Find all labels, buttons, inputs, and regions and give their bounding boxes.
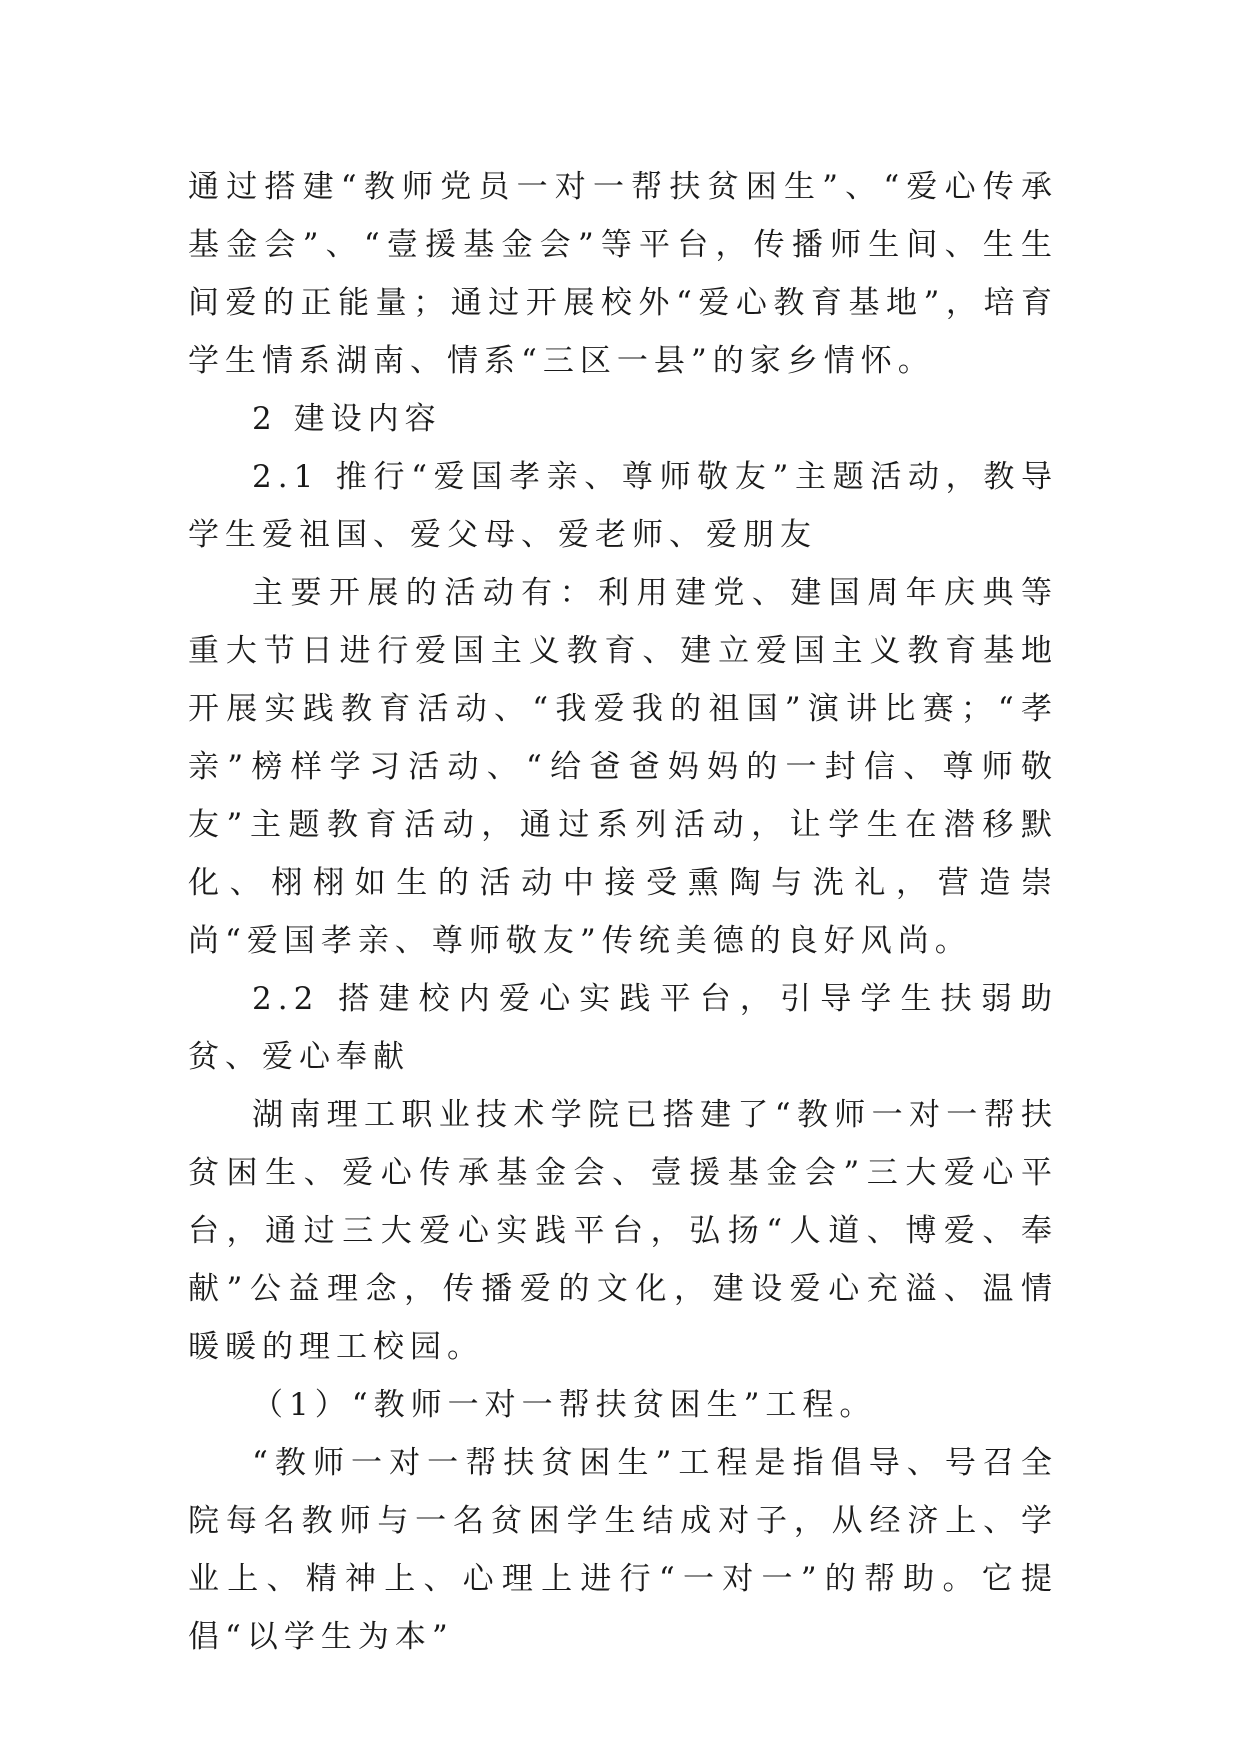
paragraph-intro: 通过搭建“教师党员一对一帮扶贫困生”、“爱心传承基金会”、“壹援基金会”等平台，传播师生间、生生间爱的正能量；通过开展校外“爱心教育基地”，培育学生情系湖南、情系“三区一县”的家乡情怀。 xyxy=(188,169,1058,379)
paragraph-activities: 主要开展的活动有：利用建党、建国周年庆典等重大节日进行爱国主义教育、建立爱国主义教育基地开展实践教育活动、“我爱我的祖国”演讲比赛；“孝亲”榜样学习活动、“给爸爸妈妈的一封信、尊师敬友”主题教育活动，通过系列活动，让学生在潜移默化、栩栩如生的活动中接受熏陶与洗礼，营造崇尚“爱国孝亲、尊师敬友”传统美德的良好风尚。 xyxy=(188,575,1058,959)
item-heading-1: （1）“教师一对一帮扶贫困生”工程。 xyxy=(252,1387,877,1423)
section-heading-2: 2 建设内容 xyxy=(252,401,442,437)
paragraph-project: “教师一对一帮扶贫困生”工程是指倡导、号召全院每名教师与一名贫困学生结成对子，从经济上、学业上、精神上、心理上进行“一对一”的帮助。它提倡“以学生为本” xyxy=(188,1445,1058,1655)
subsection-heading-2-2: 2.2 搭建校内爱心实践平台，引导学生扶弱助贫、爱心奉献 xyxy=(188,981,1058,1075)
document-body xyxy=(188,158,1058,1666)
subsection-heading-2-1: 2.1 推行“爱国孝亲、尊师敬友”主题活动，教导学生爱祖国、爱父母、爱老师、爱朋友 xyxy=(188,459,1058,553)
paragraph-platforms: 湖南理工职业技术学院已搭建了“教师一对一帮扶贫困生、爱心传承基金会、壹援基金会”三大爱心平台，通过三大爱心实践平台，弘扬“人道、博爱、奉献”公益理念，传播爱的文化，建设爱心充溢、温情暖暖的理工校园。 xyxy=(188,1097,1058,1365)
